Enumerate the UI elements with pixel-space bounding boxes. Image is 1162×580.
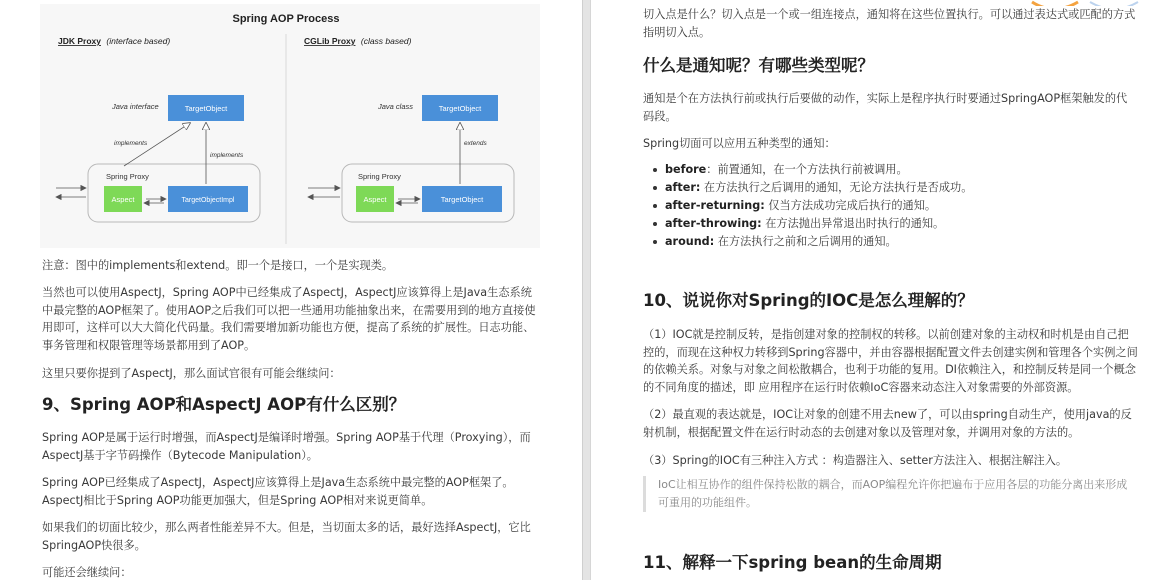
runtime-vs-compile-paragraph: Spring AOP是属于运行时增强，而AspectJ是编译时增强。Spring AOP基于代理（Proxying），而AspectJ基于字节码操作（Bytecode Manipulation）。	[42, 431, 531, 462]
svg-text:TargetObjectImpl: TargetObjectImpl	[181, 197, 235, 204]
advice-type-list	[643, 161, 1138, 251]
note-text: 注意：图中的implements和extend。即一个是接口，一个是实现类。	[42, 259, 394, 272]
java-class-label: Java class	[378, 102, 414, 111]
follow-up-paragraph: 这里只要你提到了AspectJ，那么面试官很有可能会继续问：	[42, 367, 341, 380]
svg-text:extends: extends	[464, 140, 487, 147]
spring-aop-diagram	[40, 4, 540, 248]
blockquote	[643, 476, 1133, 512]
cglib-proxy-title: CGLib Proxy (class based)	[304, 36, 412, 46]
pointcut-paragraph: 切入点是什么？切入点是一个或一组连接点，通知将在这些位置执行。可以通过表达式或匹配的方式指明切入点。	[643, 8, 1136, 39]
ioc-paragraph-2: （2）最直观的表达就是，IOC让对象的创建不用去new了，可以由spring自动生产，使用java的反射机制，根据配置文件在运行时动态的去创建对象以及管理对象，并调用对象的方法的。	[643, 408, 1132, 439]
list-item: around: 在方法执行之前和之后调用的通知。	[643, 233, 1138, 251]
right-page	[590, 0, 1162, 580]
svg-text:Spring Proxy: Spring Proxy	[358, 172, 401, 181]
advice-paragraph: 通知是个在方法执行前或执行后要做的动作，实际上是程序执行时要通过SpringAOP框架触发的代码段。	[643, 92, 1128, 123]
aspectj-paragraph: 当然也可以使用AspectJ，Spring AOP中已经集成了AspectJ，AspectJ应该算得上是Java生态系统中最完整的AOP框架了。使用AOP之后我们可以把一些通用功能抽象出来，在需要用到的地方直接使用即可，这样可以大大简化代码量。我们需要增加新功能也方便，提高了系统的扩展性。日志功能、事务管理和权限管理等场景都用到了AOP。	[42, 286, 536, 352]
svg-text:TargetObject: TargetObject	[440, 195, 484, 204]
list-item: after-returning: 仅当方法成功完成后执行的通知。	[643, 197, 1138, 215]
list-item: after: 在方法执行之后调用的通知，无论方法执行是否成功。	[643, 179, 1138, 197]
svg-text:TargetObject: TargetObject	[184, 104, 228, 113]
svg-text:TargetObject: TargetObject	[438, 104, 482, 113]
quote-text: IoC让相互协作的组件保持松散的耦合，而AOP编程允许你把遍布于应用各层的功能分离出来形成可重用的功能组件。	[658, 478, 1128, 509]
aspectj-comparison-paragraph: Spring AOP已经集成了AspectJ，AspectJ应该算得上是Java生态系统中最完整的AOP框架了。AspectJ相比于Spring AOP功能更加强大，但是Spring AOP相对来说更简单。	[42, 476, 514, 507]
java-interface-label: Java interface	[112, 102, 159, 111]
svg-text:Spring Proxy: Spring Proxy	[106, 172, 149, 181]
svg-text:implements: implements	[210, 152, 244, 159]
performance-paragraph: 如果我们的切面比较少，那么两者性能差异不大。但是，当切面太多的话，最好选择AspectJ，它比SpringAOP快很多。	[42, 521, 531, 552]
continue-question: 可能还会继续问：	[42, 566, 132, 579]
list-item: before：前置通知，在一个方法执行前被调用。	[643, 161, 1138, 179]
heading-advice: 什么是通知呢？有哪些类型呢？	[643, 56, 874, 75]
heading-9: 9、Spring AOP和AspectJ AOP有什么区别？	[42, 395, 406, 414]
page-gutter	[583, 0, 590, 580]
diagram-title: Spring AOP Process	[232, 13, 340, 25]
svg-text:implements: implements	[114, 140, 148, 147]
list-item: after-throwing: 在方法抛出异常退出时执行的通知。	[643, 215, 1138, 233]
advice-types-intro: Spring切面可以应用五种类型的通知：	[643, 137, 836, 150]
heading-10: 10、说说你对Spring的IOC是怎么理解的？	[643, 291, 974, 310]
svg-text:Aspect: Aspect	[363, 195, 387, 204]
svg-text:Aspect: Aspect	[111, 195, 135, 204]
heading-11: 11、解释一下spring bean的生命周期	[643, 553, 942, 572]
ioc-paragraph-1: （1）IOC就是控制反转，是指创建对象的控制权的转移。以前创建对象的主动权和时机是由自己把控的，而现在这种权力转移到Spring容器中，并由容器根据配置文件去创建实例和管理各个实例之间的依赖关系。对象与对象之间松散耦合，也利于功能的复用。DI依赖注入，和控制反转是同一个概念的不同角度的描述，即 应用程序在运行时依赖IoC容器来动态注入对象需要的外部资源。	[643, 328, 1138, 394]
ioc-paragraph-3: （3）Spring的IOC有三种注入方式 ：构造器注入、setter方法注入、根据注解注入。	[643, 454, 1068, 467]
jdk-proxy-title: JDK Proxy (interface based)	[58, 36, 171, 46]
